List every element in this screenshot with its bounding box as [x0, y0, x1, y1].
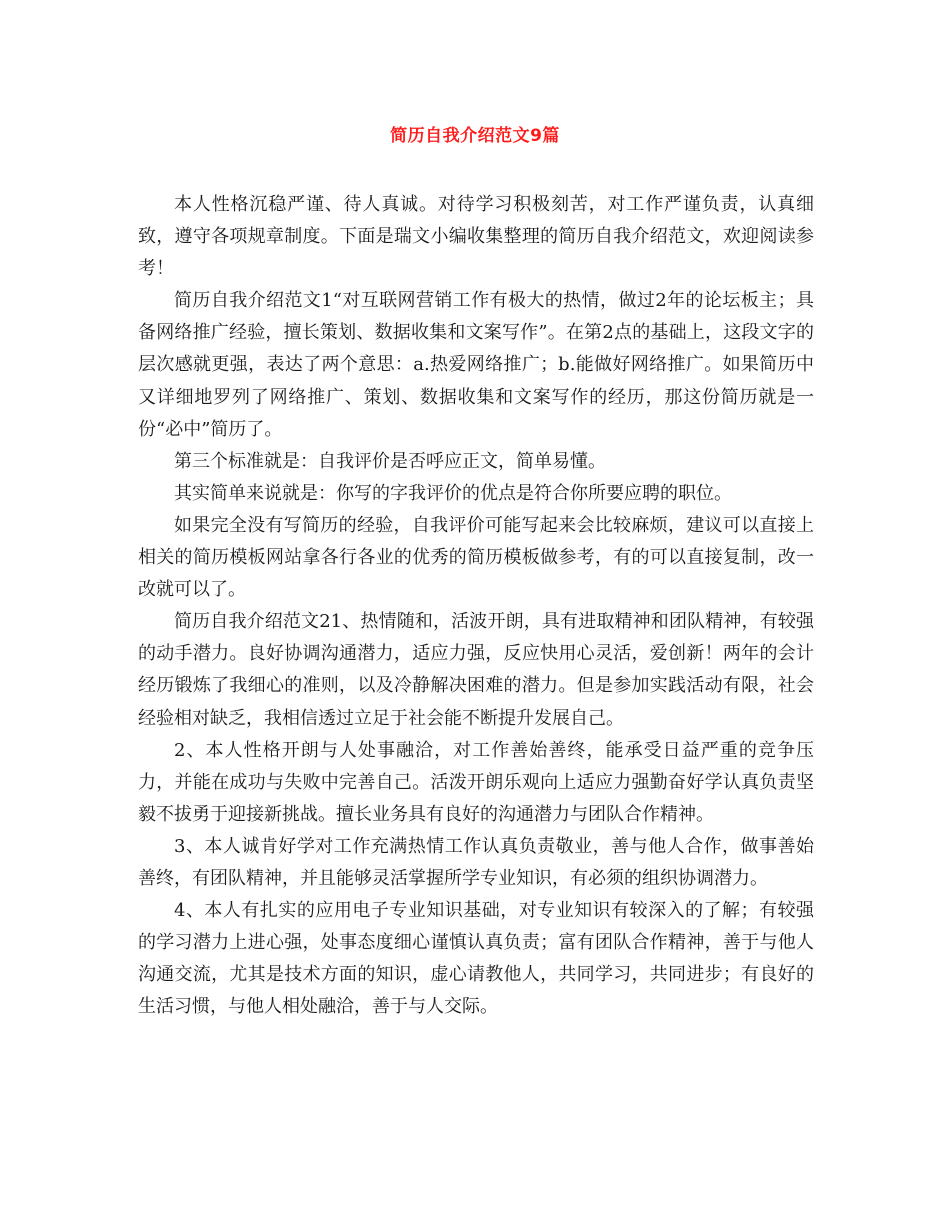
- paragraph-sample-1: 简历自我介绍范文1“对互联网营销工作有极大的热情，做过2年的论坛板主；具备网络推广经验，擅长策划、数据收集和文案写作”。在第2点的基础上，这段文字的层次感就更强，表达了两个意思：a.热爱网络推广；b.能做好网络推广。如果简历中又详细地罗列了网络推广、策划、数据收集和文案写作的经历，那这份简历就是一份“必中”简历了。: [138, 290, 814, 440]
- paragraph-item-4: 4、本人有扎实的应用电子专业知识基础，对专业知识有较深入的了解；有较强的学习潜力上进心强，处事态度细心谨慎认真负责；富有团队合作精神，善于与他人沟通交流，尤其是技术方面的知识，虚心请教他人，共同学习，共同进步；有良好的生活习惯，与他人相处融洽，善于与人交际。: [138, 900, 814, 1018]
- paragraph-sample-2-item-1: 简历自我介绍范文21、热情随和，活波开朗，具有进取精神和团队精神，有较强的动手潜力。良好协调沟通潜力，适应力强，反应快用心灵活，爱创新！两年的会计经历锻炼了我细心的准则，以及冷静解决困难的潜力。但是参加实践活动有限，社会经验相对缺乏，我相信透过立足于社会能不断提升发展自己。: [138, 611, 814, 729]
- document-title: 简历自我介绍范文9篇: [390, 126, 560, 146]
- paragraph-item-2: 2、本人性格开朗与人处事融洽，对工作善始善终，能承受日益严重的竞争压力，并能在成功与失败中完善自己。活泼开朗乐观向上适应力强勤奋好学认真负责坚毅不拔勇于迎接新挑战。擅长业务具有良好的沟通潜力与团队合作精神。: [138, 739, 814, 825]
- paragraph-standard-3: 第三个标准就是：自我评价是否呼应正文，简单易懂。: [174, 450, 606, 472]
- document-body: [138, 189, 814, 1023]
- paragraph-intro: 本人性格沉稳严谨、待人真诚。对待学习积极刻苦，对工作严谨负责，认真细致，遵守各项规章制度。下面是瑞文小编收集整理的简历自我介绍范文，欢迎阅读参考！: [138, 194, 814, 280]
- paragraph-item-3: 3、本人诚肯好学对工作充满热情工作认真负责敬业，善与他人合作，做事善始善终，有团队精神，并且能够灵活掌握所学专业知识，有必须的组织协调潜力。: [138, 835, 814, 889]
- paragraph-summary: 其实简单来说就是：你写的字我评价的优点是符合你所要应聘的职位。: [174, 482, 732, 504]
- paragraph-advice: 如果完全没有写简历的经验，自我评价可能写起来会比较麻烦，建议可以直接上相关的简历模板网站拿各行各业的优秀的简历模板做参考，有的可以直接复制，改一改就可以了。: [138, 514, 814, 601]
